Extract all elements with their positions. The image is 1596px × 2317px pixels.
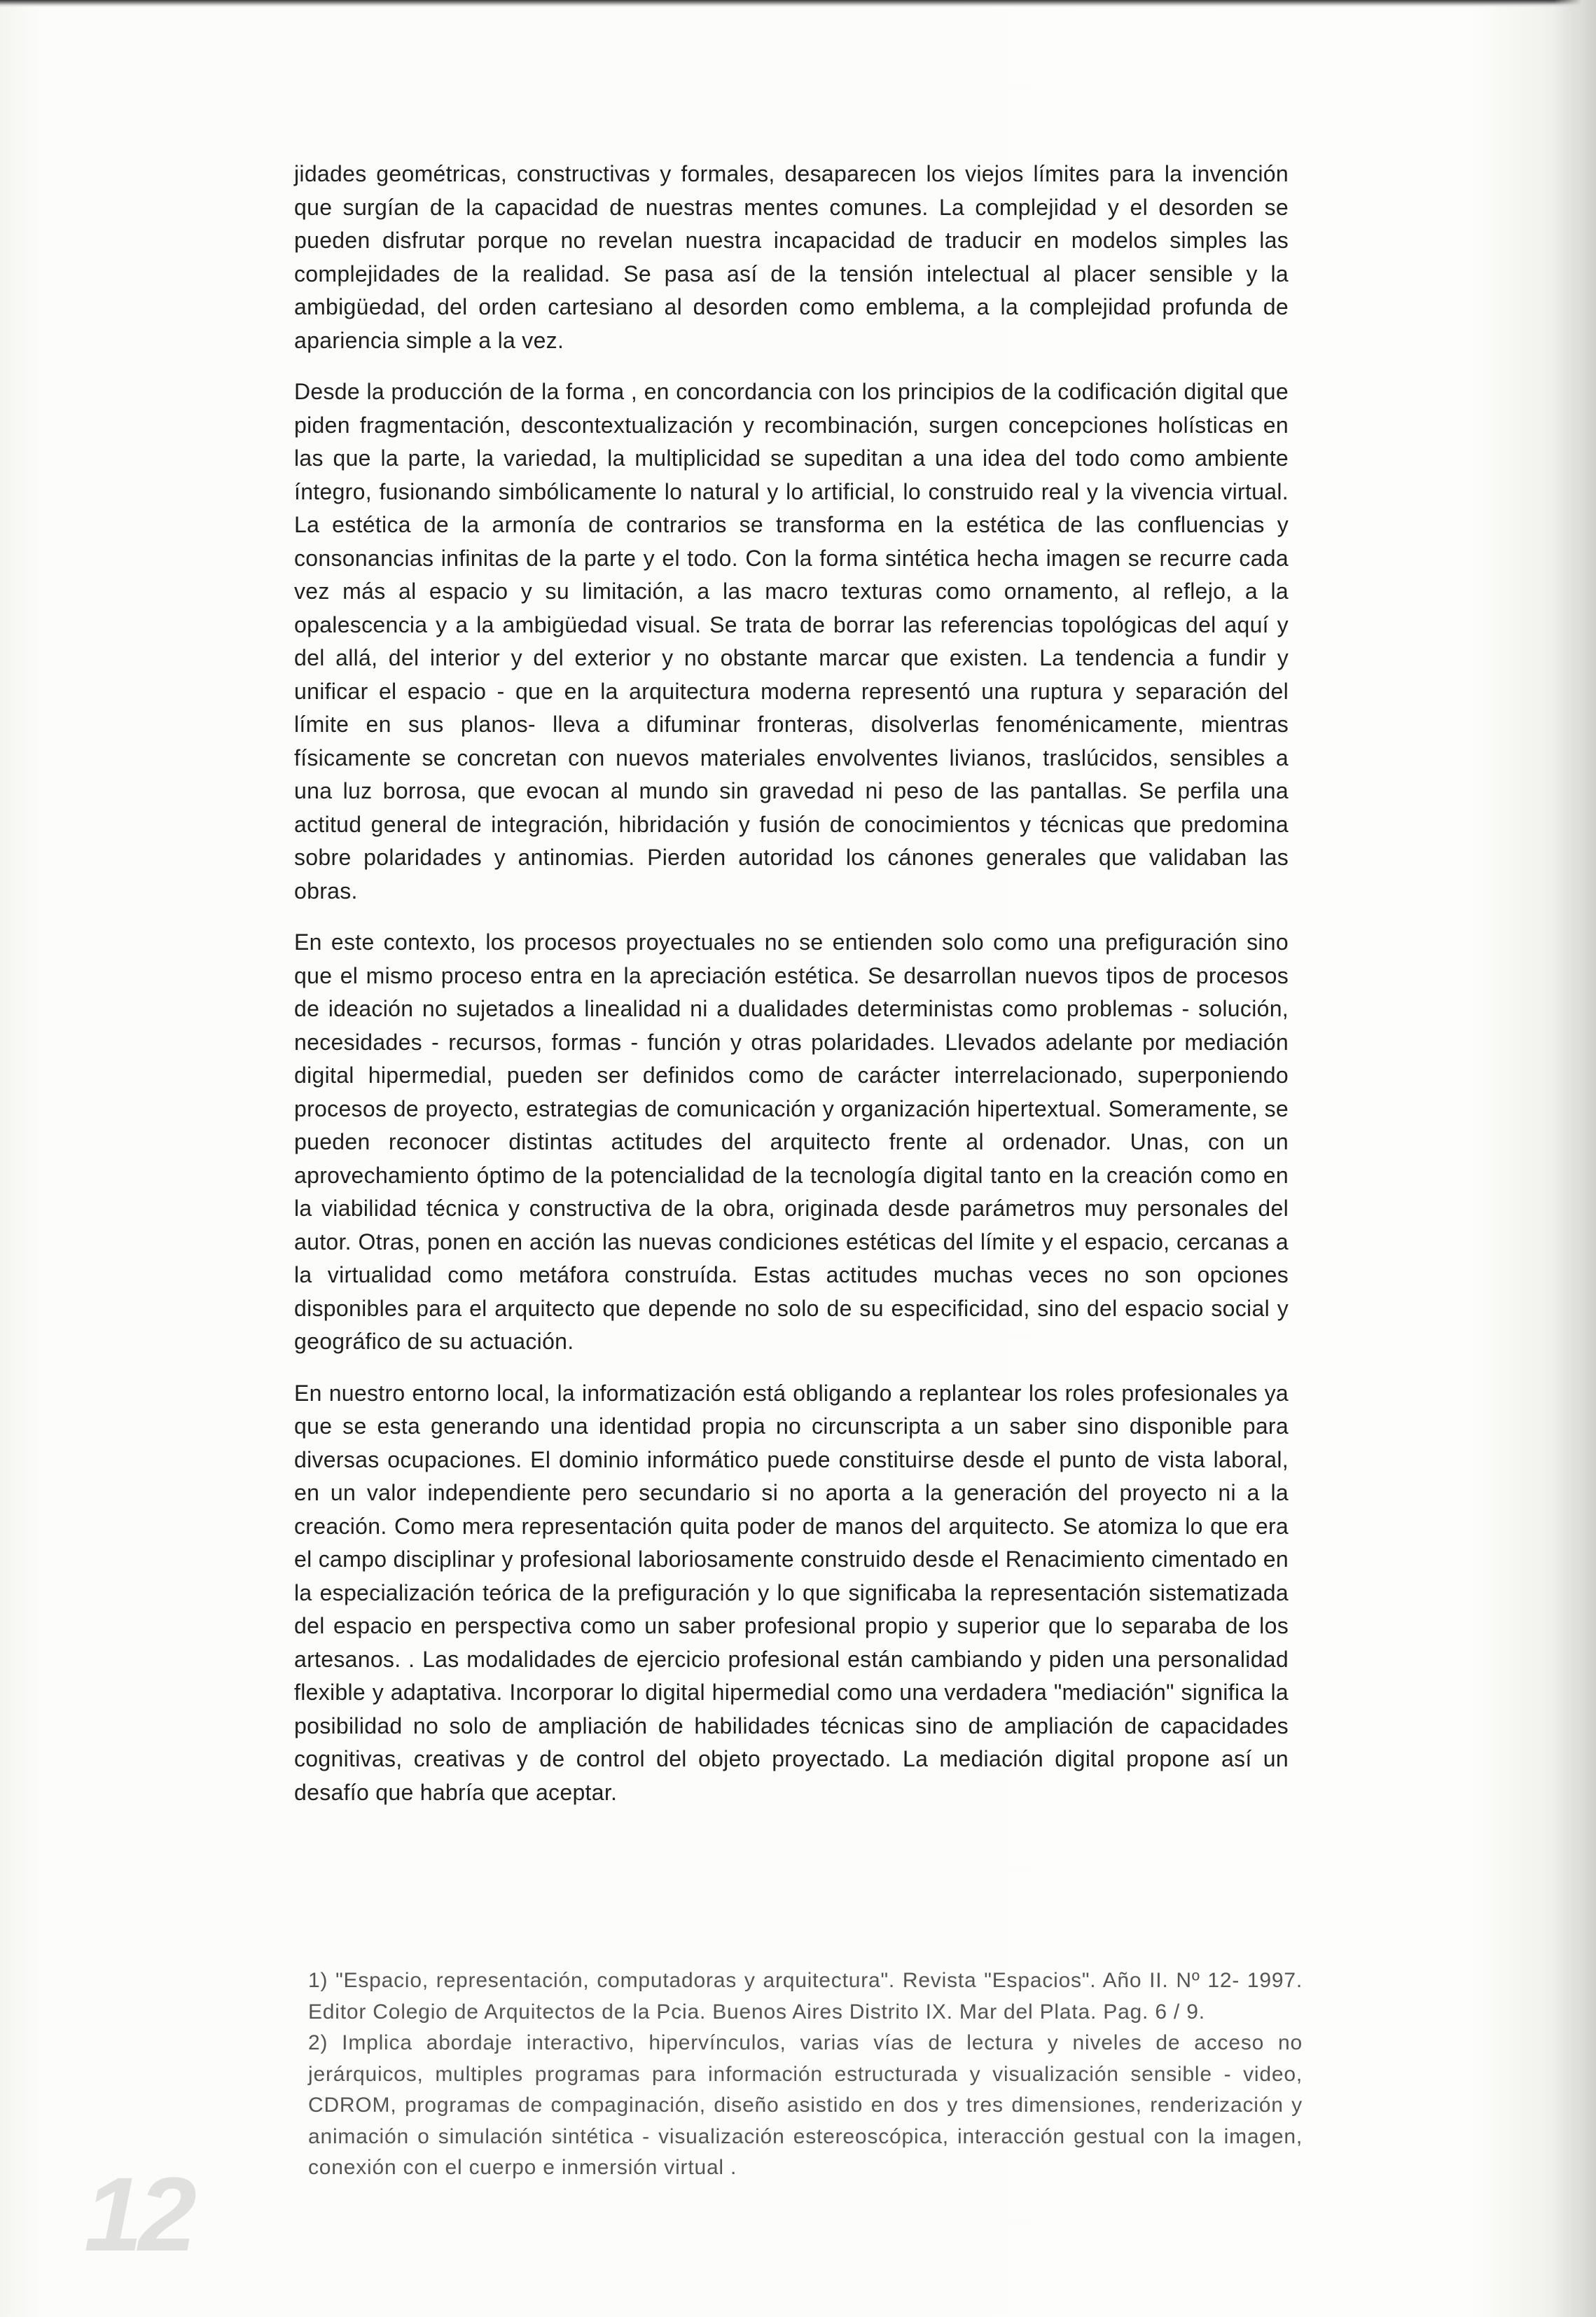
paragraph-3: En este contexto, los procesos proyectuales no se entienden solo como una prefiguración sino que el mismo proceso entra en la apreciación estética. Se desarrollan nuevos tipos de procesos de ideación no sujetados a linealidad ni a dualidades deterministas como problemas - solución, necesidades - recursos, formas - función y otras polaridades. Llevados adelante por mediación digital hipermedial, pueden ser definidos como de carácter interrelacionado, superponiendo procesos de proyecto, estrategias de comunicación y organización hipertextual. Someramente, se pueden reconocer distintas actitudes del arquitecto frente al ordenador. Unas, con un aprovechamiento óptimo de la potencialidad de la tecnología digital tanto en la creación como en la viabilidad técnica y constructiva de la obra, originada desde parámetros muy personales del autor. Otras, ponen en acción las nuevas condiciones estéticas del límite y el espacio, cercanas a la virtualidad como metáfora construída. Estas actitudes muchas veces no son opciones disponibles para el arquitecto que depende no solo de su especificidad, sino del espacio social y geográfico de su actuación.	[294, 929, 1289, 1354]
paragraph-2: Desde la producción de la forma , en concordancia con los principios de la codificación digital que piden fragmentación, descontextualización y recombinación, surgen concepciones holísticas en las que la parte, la variedad, la multiplicidad se supeditan a una idea del todo como ambiente íntegro, fusionando simbólicamente lo natural y lo artificial, lo construido real y la vivencia virtual. La estética de la armonía de contrarios se transforma en la estética de las confluencias y consonancias infinitas de la parte y el todo. Con la forma sintética hecha imagen se recurre cada vez más al espacio y su limitación, a las macro texturas como ornamento, al reflejo, a la opalescencia y a la ambigüedad visual. Se trata de borrar las referencias topológicas del aquí y del allá, del interior y del exterior y no obstante marcar que existen. La tendencia a fundir y unificar el espacio - que en la arquitectura moderna representó una ruptura y separación del límite en sus planos- lleva a difuminar fronteras, disolverlas fenoménicamente, mientras físicamente se concretan con nuevos materiales envolventes livianos, traslúcidos, sensibles a una luz borrosa, que evocan al mundo sin gravedad ni peso de las pantallas. Se perfila una actitud general de integración, hibridación y fusión de conocimientos y técnicas que predomina sobre polaridades y antinomias. Pierden autoridad los cánones generales que validaban las obras.	[294, 379, 1289, 904]
page-number-watermark: 12	[84, 2155, 193, 2273]
paragraph-1: jidades geométricas, constructivas y formales, desaparecen los viejos límites para la invención que surgían de la capacidad de nuestras mentes comunes. La complejidad y el desorden se pueden disfrutar porque no revelan nuestra incapacidad de traducir en modelos simples las complejidades de la realidad. Se pasa así de la tensión intelectual al placer sensible y la ambigüedad, del orden cartesiano al desorden como emblema, a la complejidad profunda de apariencia simple a la vez.	[294, 161, 1289, 353]
page-right-edge-shadow	[1554, 0, 1596, 2317]
page-top-edge-shadow	[0, 0, 1596, 7]
body-text	[294, 158, 1289, 1827]
paragraph-4: En nuestro entorno local, la informatización está obligando a replantear los roles profesionales ya que se esta generando una identidad propia no circunscripta a un saber sino disponible para diversas ocupaciones. El dominio informático puede constituirse desde el punto de vista laboral, en un valor independiente pero secundario si no aporta a la generación del proyecto ni a la creación. Como mera representación quita poder de manos del arquitecto. Se atomiza lo que era el campo disciplinar y profesional laboriosamente construido desde el Renacimiento cimentado en la especialización teórica de la prefiguración y lo que significaba la representación sistematizada del espacio en perspectiva como un saber profesional propio y superior que lo separaba de los artesanos. . Las modalidades de ejercicio profesional están cambiando y piden una personalidad flexible y adaptativa. Incorporar lo digital hipermedial como una verdadera "mediación" significa la posibilidad no solo de ampliación de habilidades técnicas sino de ampliación de capacidades cognitivas, creativas y de control del objeto proyectado. La mediación digital propone así un desafío que habría que aceptar.	[294, 1380, 1289, 1805]
footnote-1: 1) "Espacio, representación, computadoras y arquitectura". Revista "Espacios". Año II. Nº 12- 1997. Editor Colegio de Arquitectos de la Pcia. Buenos Aires Distrito IX. Mar del Plata. Pag. 6 / 9.	[308, 1969, 1303, 2024]
footnote-2: 2) Implica abordaje interactivo, hipervínculos, varias vías de lectura y niveles de acceso no jerárquicos, multiples programas para información estructurada y visualización sensible - video, CDROM, programas de compaginación, diseño asistido en dos y tres dimensiones, renderización y animación o simulación sintética - visualización estereoscópica, interacción gestual con la imagen, conexión con el cuerpo e inmersión virtual .	[308, 2031, 1303, 2179]
footnotes	[308, 1965, 1303, 2184]
